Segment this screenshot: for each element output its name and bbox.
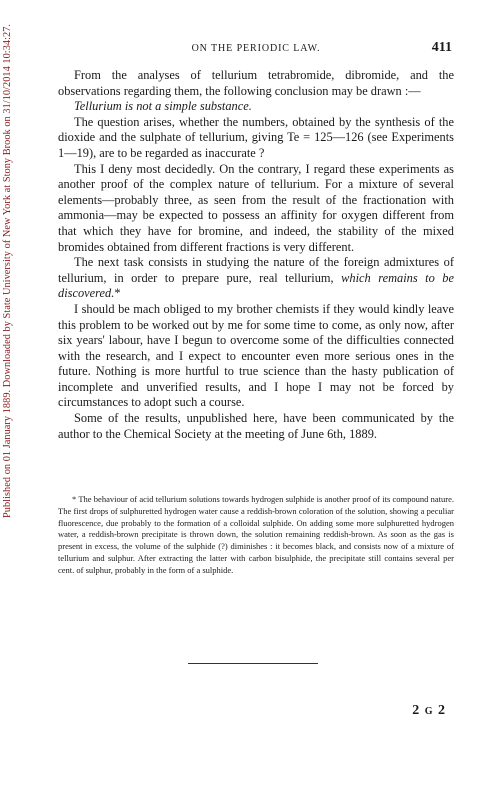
footnote-text: * The behaviour of acid tellurium solutions towards hydrogen sulphide is another proof of its compound nature. The first drops of sulphuretted hydrogen water cause a reddish-brown coloration of the solution, showing a peculiar fluorescence, due probably to the formation of a colloidal sulphide. On adding some more sulphuretted hydrogen water, a reddish-brown precipitate is thrown down, the solution remaining reddish-brown. As soon as the gas is present in excess, the volume of the sulphide (?) diminishes : it becomes black, and consists now of a mixture of tellurium and sulphur. After extracting the latter with carbon bisulphide, the precipitate still contains several per cent. of sulphur, probably in the form of a sulphide. [58,494,454,575]
italic-phrase: which remains to be discovered. [58,270,454,301]
signature-letter: G [424,706,434,717]
main-text [58,68,454,442]
signature-mark [412,703,446,719]
paragraph: The question arises, whether the numbers, obtained by the synthesis of the dioxide and the sulphate of tellurium, giving Te = 125—126 (see Experiments 1—19), are to be regarded as inaccurate ? [58,114,454,160]
page-number: 411 [431,40,452,55]
footnote [58,494,454,577]
page-header [58,40,454,56]
divider-rule [188,663,318,664]
paragraph: From the analyses of tellurium tetrabromide, dibromide, and the observations regarding them, the following conclusion may be drawn :— [58,68,454,98]
paragraph: Some of the results, unpublished here, have been communicated by the author to the Chemical Society at the meeting of June 6th, 1889. [58,411,454,441]
conclusion-italic: Tellurium is not a simple substance. [74,99,252,114]
download-notice-text: Published on 01 January 1889. Downloaded by State University of New York at Stony Brook on 31/10/2014 10:34:27. [2,23,13,518]
paragraph-text: The next task consists in studying the nature of the foreign admixtures of tellurium, in order to prepare pure, real tellurium, [58,255,454,285]
footnote-marker: * [114,286,121,301]
paragraph-conclusion [58,99,454,115]
paragraph: I should be mach obliged to my brother chemists if they would kindly leave this problem to be worked out by me for some time to come, as only now, after six years' labour, have I begun to overcome some of the difficulties connected with the research, and I expect to encounter even more serious ones in the future. Nothing is more hurtful to true science than the hasty publication of incomplete and unverified results, and I hope I may not be forced by circumstances to adopt such a course. [58,301,454,410]
paragraph: This I deny most decidedly. On the contrary, I regard these experiments as another proof of the complex nature of tellurium. For a mixture of several elements—probably three, as seen from the result of the fractionation with ammonia—may be expected to possess an affinity for oxygen different from that which they have for bromine, and indeed, the stability of the mixed bromides obtained from different fractions is very different. [58,161,454,254]
paragraph [58,255,454,302]
signature-numeral: 2 [438,703,446,718]
download-notice [0,18,16,518]
signature-numeral: 2 [412,703,421,718]
running-head: ON THE PERIODIC LAW. [191,43,321,54]
